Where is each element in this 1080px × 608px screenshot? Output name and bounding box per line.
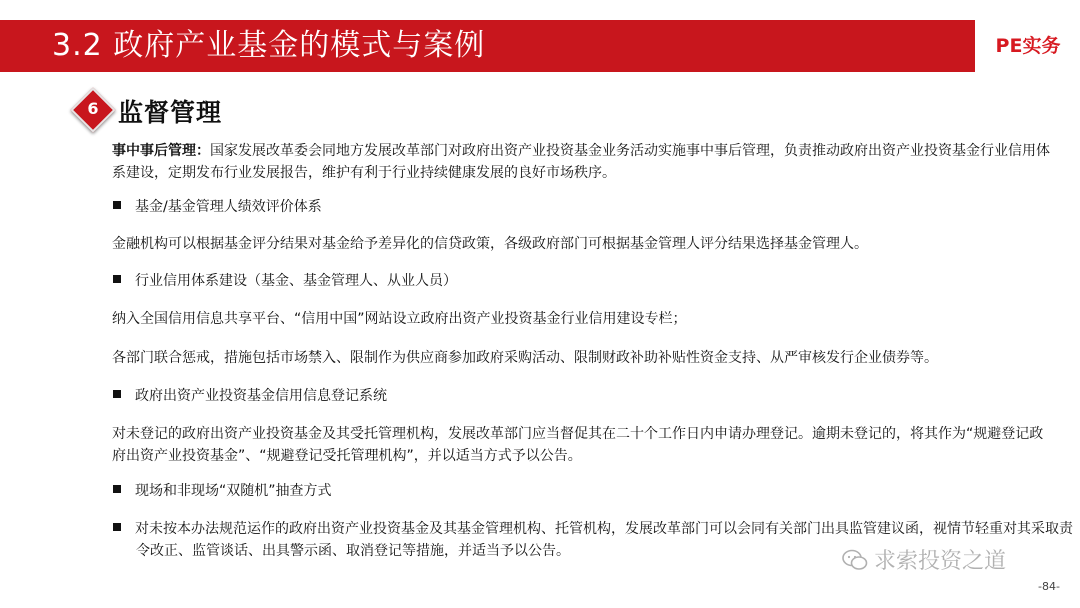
bullet-text: 现场和非现场“双随机”抽查方式 [135,483,332,499]
watermark-text: 求索投资之道 [874,549,1007,574]
bullet-item [112,270,1057,292]
intro-text: 国家发展改革委会同地方发展改革部门对政府出资产业投资基金业务活动实施事中事后管理，负责推动政府出资产业投资基金行业信用体系建设，定期发布行业发展报告，维护有利于行业持续健康发展的良好市场秩序。 [112,143,1050,181]
square-bullet-icon [113,485,121,493]
intro-paragraph [112,140,1057,184]
bullet-text: 行业信用体系建设（基金、基金管理人、从业人员） [135,273,457,289]
watermark [842,542,1006,582]
page-title: 3.2 政府产业基金的模式与案例 [52,28,486,63]
bullet-text: 对未按本办法规范运作的政府出资产业投资基金及其基金管理机构、托管机构，发展改革部门可以会同有关部门出具监管建议函，视情节轻重对其采取责令改正、监管谈话、出具警示函、取消登记等措施，并适当予以公告。 [135,521,1073,559]
paragraph: 对未登记的政府出资产业投资基金及其受托管理机构，发展改革部门应当督促其在二十个工作日内申请办理登记。逾期未登记的，将其作为“规避登记政府出资产业投资基金”、“规避登记受托管理机构”，并以适当方式予以公告。 [112,426,1044,464]
page-number: -84- [1038,580,1060,593]
bullet-item [112,480,1057,502]
square-bullet-icon [113,390,121,398]
section-title: 监督管理 [118,98,223,127]
bullet-item [112,196,1057,218]
paragraph: 金融机构可以根据基金评分结果对基金给予差异化的信贷政策，各级政府部门可根据基金管理人评分结果选择基金管理人。 [112,236,868,252]
paragraph: 纳入全国信用信息共享平台、“信用中国”网站设立政府出资产业投资基金行业信用建设专栏； [112,311,687,327]
square-bullet-icon [113,523,121,531]
bullet-text: 政府出资产业投资基金信用信息登记系统 [135,388,387,404]
bullet-item [112,385,1057,407]
square-bullet-icon [113,275,121,283]
paragraph: 各部门联合惩戒，措施包括市场禁入、限制作为供应商参加政府采购活动、限制财政补助补贴性资金支持、从严审核发行企业债券等。 [112,350,938,366]
square-bullet-icon [113,201,121,209]
title-bar [0,20,975,72]
brand-logo: PE实务 [995,35,1061,57]
wechat-icon [842,549,868,571]
intro-label: 事中事后管理： [112,143,210,159]
bullet-text: 基金/基金管理人绩效评价体系 [135,199,322,215]
section-number: 6 [87,99,99,118]
